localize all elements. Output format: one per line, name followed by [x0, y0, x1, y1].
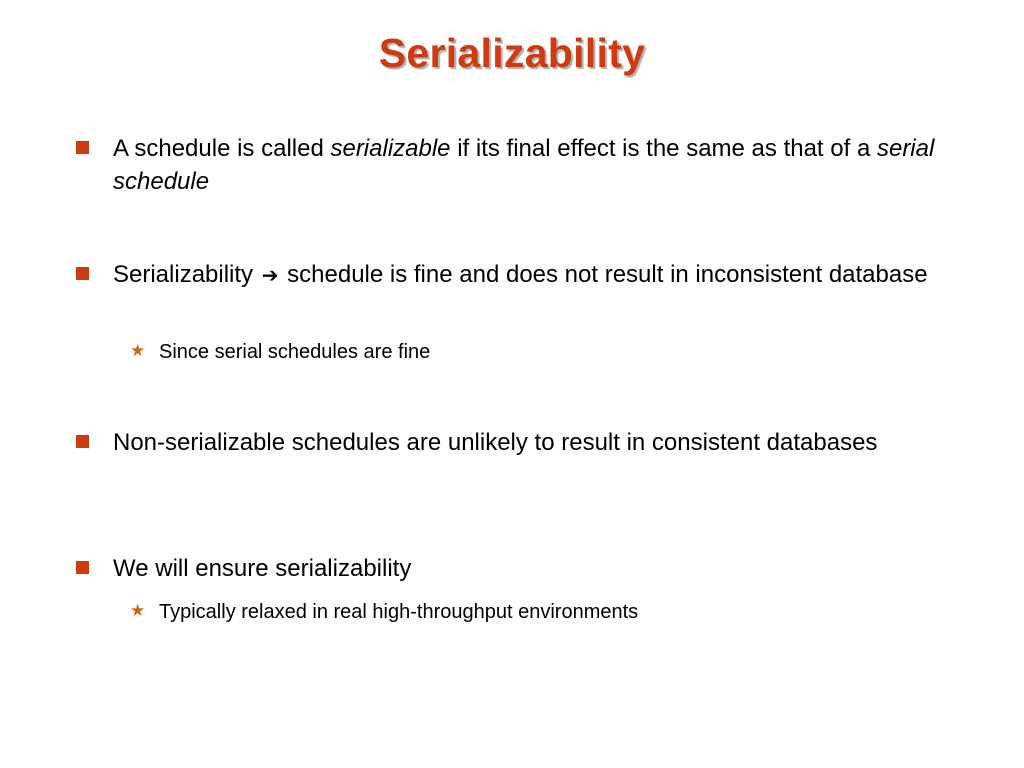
bullet-text-3: Non-serializable schedules are unlikely to result in consistent databases: [113, 429, 878, 456]
right-arrow-icon: ➔: [261, 263, 279, 287]
bullet-1-part-2: if its final effect is the same as that of a: [450, 135, 877, 162]
bullet-text-4: We will ensure serializability: [113, 555, 412, 582]
bullet-1-italic-1: serializable: [330, 135, 451, 162]
bullet-text-2: [113, 258, 936, 292]
bullet-item-2: [76, 258, 936, 292]
bullet-2-part-1: Serializability: [113, 261, 260, 288]
bullet-1-italic-2: serial schedule: [113, 135, 935, 195]
square-bullet-icon: [76, 267, 89, 280]
sub-bullet-text-4-1: Typically relaxed in real high-throughput environments: [159, 601, 639, 623]
bullet-2-part-2: schedule is fine and does not result in inconsistent database: [280, 261, 928, 288]
square-bullet-icon: [76, 435, 89, 448]
sub-bullet-item-4-1: [130, 600, 950, 624]
bullet-1-part-1: A schedule is called: [113, 135, 331, 162]
square-bullet-icon: [76, 141, 89, 154]
star-icon: ★: [130, 341, 146, 361]
bullet-item-4: [76, 552, 936, 585]
sub-bullet-text-2-1: Since serial schedules are fine: [159, 341, 431, 363]
bullet-item-1: [76, 132, 936, 198]
slide-title: Serializability: [378, 30, 646, 76]
square-bullet-icon: [76, 561, 89, 574]
bullet-item-3: [76, 426, 936, 459]
star-icon: ★: [130, 601, 146, 621]
sub-bullet-item-2-1: [130, 340, 950, 364]
bullet-text-1: [113, 132, 936, 198]
